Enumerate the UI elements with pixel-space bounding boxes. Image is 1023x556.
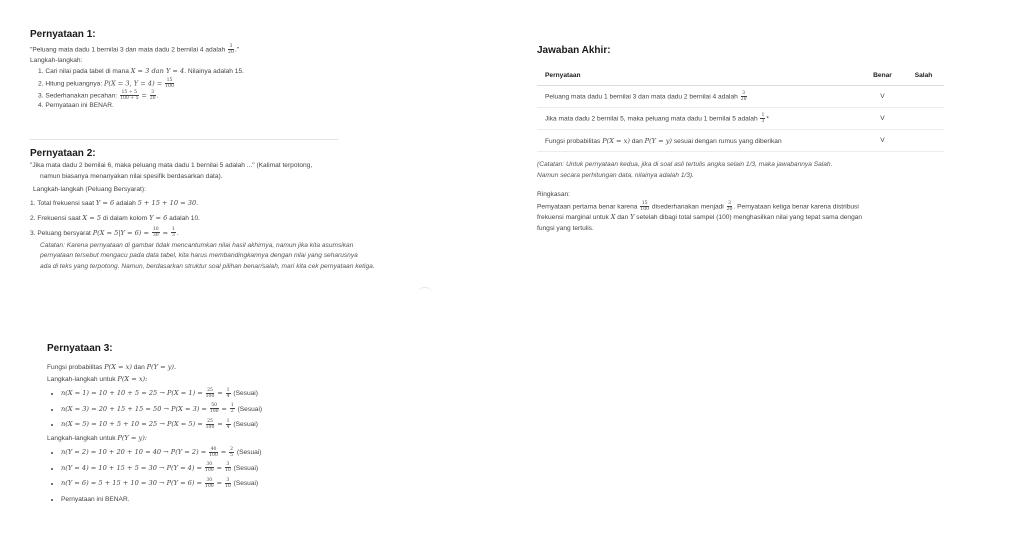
list-item: • n(X = 1) = 10 + 10 + 5 = 25 → P(X = 1) = $\frac{25}{100}$ = $\frac{1}{4}$ (Sesuai) bbox=[61, 386, 262, 402]
fraction: $\frac{15}{100}$ bbox=[165, 77, 174, 89]
step-2: 2. Frekuensi saat X = 5 di dalam kolom Y = 6 adalah 10. bbox=[30, 213, 200, 222]
fraction: $\frac{15}{100}$ bbox=[640, 200, 650, 212]
fraction: $\frac{30}{100}$ bbox=[204, 462, 214, 474]
py-steps-label: Langkah-langkah untuk P(Y = y): bbox=[47, 433, 148, 442]
statement-cell: Jika mata dadu 2 bernilai 5, maka peluang mata dadu 1 bernilai 5 adalah $\frac{1}{3}$ * bbox=[537, 108, 862, 130]
column-header-true: Benar bbox=[862, 65, 903, 86]
fraction: $\frac{1}{3}$ bbox=[761, 113, 765, 124]
fraction: $\frac{1}{3}$ bbox=[171, 227, 175, 239]
column-header-false: Salah bbox=[903, 65, 944, 86]
table-row bbox=[537, 130, 944, 152]
statement-1-quote: "Peluang mata dadu 1 bernilai 3 dan mata dadu 2 bernilai 4 adalah $\frac{3}{20}$ ." bbox=[30, 44, 240, 55]
table-row bbox=[537, 86, 944, 108]
list-item: • n(X = 5) = 10 + 5 + 10 = 25 → P(X = 5) = $\frac{25}{100}$ = $\frac{1}{4}$ (Sesuai) bbox=[61, 417, 262, 433]
px-steps-label: Langkah-langkah untuk P(X = x): bbox=[47, 374, 148, 383]
answer-table bbox=[537, 65, 944, 152]
answer-note-line-1: (Catatan: Untuk pernyataan kedua, jika di soal asli tertulis angka selain 1/3, maka jawabannya Salah. bbox=[537, 161, 833, 168]
false-cell bbox=[903, 86, 944, 108]
summary-line-3: fungsi yang tertulis. bbox=[537, 224, 594, 232]
steps-label: Langkah-langkah: bbox=[30, 56, 83, 64]
fraction: $\frac{30}{100}$ bbox=[204, 477, 214, 489]
fraction: $\frac{1}{2}$ bbox=[230, 403, 234, 415]
fraction: $\frac{3}{20}$ bbox=[228, 44, 234, 55]
step-3: 3. Sederhanakan pecahan: $\frac{15 \div 5}{100 \div 5}$ = $\frac{3}{20}$ . bbox=[38, 89, 159, 101]
step-2: 2. Hitung peluangnya: P(X = 3, Y = 4) = $\frac{15}{100}$ bbox=[38, 77, 174, 89]
list-item: • n(Y = 4) = 10 + 15 + 5 = 30 → P(Y = 4) = $\frac{30}{100}$ = $\frac{3}{10}$ (Sesuai) bbox=[61, 461, 262, 477]
table-header-row bbox=[537, 65, 944, 86]
false-cell bbox=[903, 130, 944, 152]
statement-1-title: Pernyataan 1: bbox=[30, 29, 96, 40]
fraction: $\frac{1}{4}$ bbox=[226, 387, 230, 399]
statement-3-title: Pernyataan 3: bbox=[47, 343, 113, 354]
table-row bbox=[537, 108, 944, 130]
false-cell bbox=[903, 108, 944, 130]
note-line-2: pernyataan tersebut mengacu pada data tabel, kita harus membandingkannya dengan nilai yang seharusnya bbox=[40, 252, 358, 259]
steps-label: Langkah-langkah (Peluang Bersyarat): bbox=[33, 186, 146, 193]
statement-cell: Peluang mata dadu 1 bernilai 3 dan mata dadu 2 bernilai 4 adalah $\frac{3}{20}$ bbox=[537, 86, 862, 108]
list-item: • n(X = 3) = 20 + 15 + 15 = 50 → P(X = 3) = $\frac{50}{100}$ = $\frac{1}{2}$ (Sesuai) bbox=[61, 402, 262, 418]
summary-line-2: frekuensi marginal untuk X dan Y setelah dibagi total sampel (100) menghasilkan nilai yang tepat sama dengan bbox=[537, 213, 863, 222]
statement-cell: Fungsi probabilitas P(X = x) dan P(Y = y) sesuai dengan rumus yang diberikan bbox=[537, 130, 862, 152]
list-item: • n(Y = 2) = 10 + 20 + 10 = 40 → P(Y = 2) = $\frac{40}{100}$ = $\frac{2}{5}$ (Sesuai) bbox=[61, 445, 262, 461]
fraction: $\frac{50}{100}$ bbox=[209, 403, 219, 415]
statement-1-section bbox=[30, 29, 244, 112]
true-cell: V bbox=[862, 108, 903, 130]
fraction: $\frac{3}{20}$ bbox=[149, 89, 156, 101]
list-item: • n(Y = 6) = 5 + 15 + 10 = 30 → P(Y = 6) = $\frac{30}{100}$ = $\frac{3}{10}$ (Sesuai) bbox=[61, 476, 262, 492]
fraction: $\frac{25}{100}$ bbox=[205, 418, 215, 430]
summary-label: Ringkasan: bbox=[537, 191, 570, 198]
fraction: $\frac{1}{4}$ bbox=[226, 418, 230, 430]
fraction: $\frac{3}{10}$ bbox=[224, 477, 231, 489]
loading-indicator bbox=[418, 287, 432, 296]
statement-2-section bbox=[30, 148, 375, 272]
answer-note-line-2: Namun secara perhitungan data, nilainya adalah 1/3). bbox=[537, 171, 694, 179]
fraction: $\frac{3}{20}$ bbox=[726, 200, 733, 212]
px-list bbox=[47, 386, 262, 433]
true-cell: V bbox=[862, 86, 903, 108]
column-header-statement: Pernyataan bbox=[537, 65, 862, 86]
step-3: 3. Peluang bersyarat P(X = 5|Y = 6) = $\frac{10}{30}$ = $\frac{1}{3}$ . bbox=[30, 227, 179, 239]
fraction: $\frac{2}{5}$ bbox=[230, 446, 234, 458]
fraction: $\frac{25}{100}$ bbox=[205, 387, 215, 399]
statement-3-intro: Fungsi probabilitas P(X = x) dan P(Y = y). bbox=[47, 363, 177, 371]
fraction: $\frac{15 \div 5}{100 \div 5}$ bbox=[120, 89, 139, 101]
divider bbox=[30, 139, 338, 140]
step-4: 4. Pernyataan ini BENAR. bbox=[38, 102, 114, 110]
step-1: 1. Total frekuensi saat Y = 6 adalah 5 + 15 + 10 = 30. bbox=[30, 198, 199, 207]
fraction: $\frac{40}{100}$ bbox=[209, 446, 218, 458]
note-line-3: ada di teks yang terpotong. Namun, berdasarkan struktur soal pilihan benar/salah, mari kita cek pernyataan ketiga. bbox=[40, 262, 375, 270]
statement-2-title: Pernyataan 2: bbox=[30, 148, 96, 159]
true-cell: V bbox=[862, 130, 903, 152]
step-1: 1. Cari nilai pada tabel di mana X = 3 dan Y = 4. Nilainya adalah 15. bbox=[38, 67, 244, 76]
fraction: $\frac{3}{10}$ bbox=[224, 462, 231, 474]
note-line-1: Catatan: Karena pernyataan di gambar tidak mencantumkan nilai hasil akhirnya, namun jika kita asumsikan bbox=[40, 241, 354, 249]
summary-line-1: Pernyataan pertama benar karena $\frac{15}{100}$ disederhanakan menjadi $\frac{3}{20}$ . Pernyataan ketiga benar karena distribusi bbox=[537, 200, 859, 212]
fraction: $\frac{10}{30}$ bbox=[152, 227, 159, 239]
py-list bbox=[47, 445, 262, 507]
statement-2-quote-line-1: "Jika mata dadu 2 bernilai 6, maka peluang mata dadu 1 bernilai 5 adalah ..." (Kalimat terpotong, bbox=[30, 162, 313, 169]
list-item: • Pernyataan ini BENAR. bbox=[61, 492, 262, 508]
statement-3-section bbox=[47, 343, 262, 507]
statement-2-quote-line-2: namun biasanya menanyakan nilai spesifik berdasarkan data). bbox=[40, 172, 223, 180]
fraction: $\frac{3}{20}$ bbox=[740, 91, 747, 102]
final-answer-section bbox=[537, 45, 944, 234]
final-answer-title: Jawaban Akhir: bbox=[537, 45, 611, 56]
